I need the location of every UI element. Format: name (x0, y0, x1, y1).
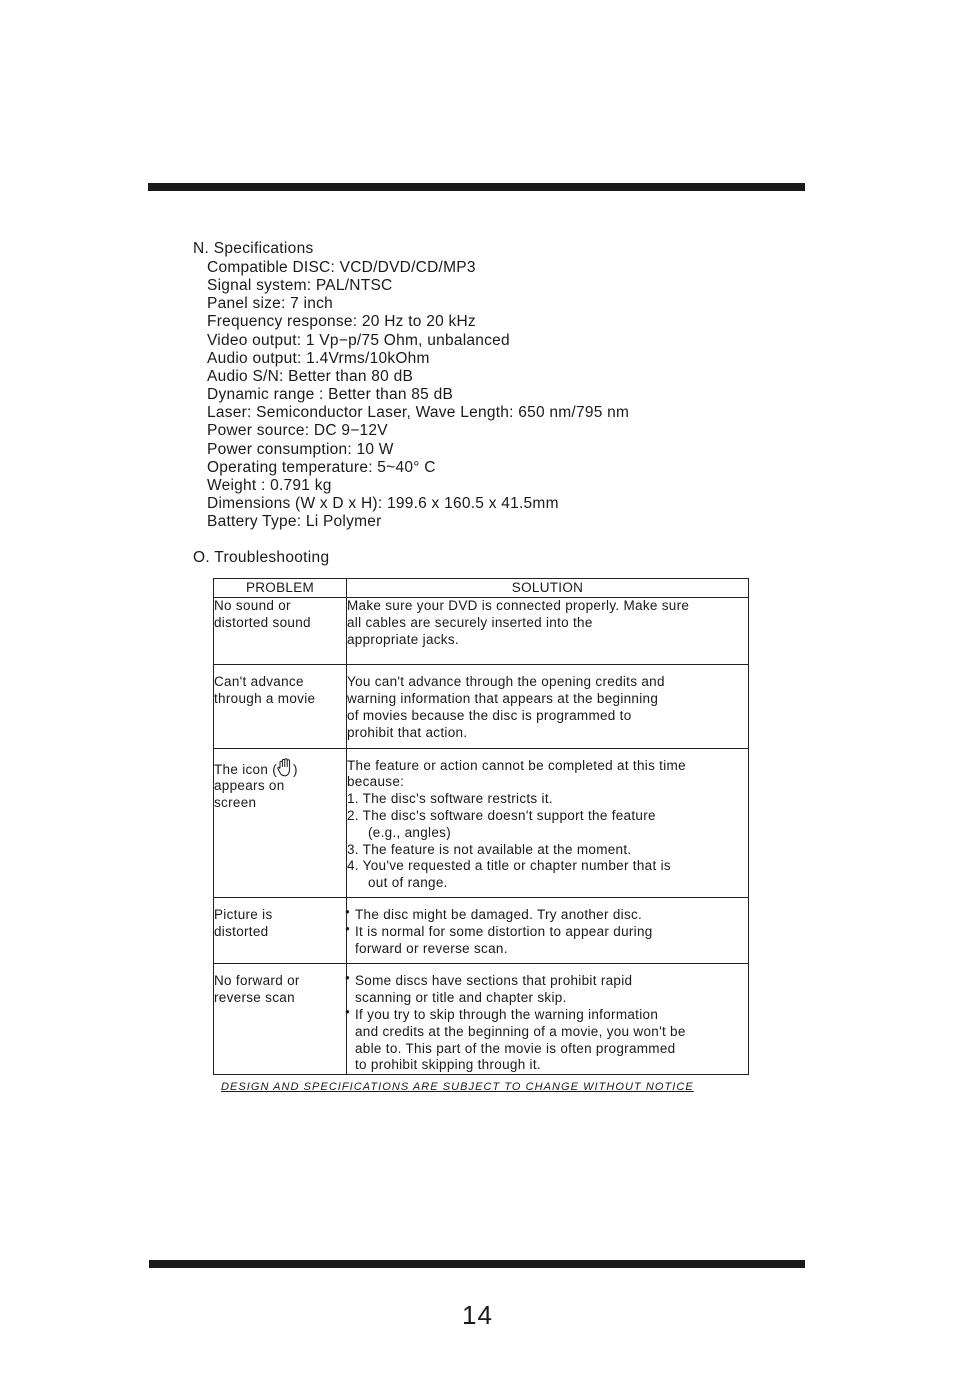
change-notice: DESIGN AND SPECIFICATIONS ARE SUBJECT TO CHANGE WITHOUT NOTICE (221, 1081, 694, 1093)
solution-cell (347, 897, 749, 963)
spec-item: Operating temperature: 5~40° C (207, 458, 436, 476)
bullet-item: ● Some discs have sections that prohibit rapid (347, 973, 748, 990)
solution-text: 1. The disc's software restricts it. (347, 791, 553, 807)
bullet-item: ● If you try to skip through the warning information (347, 1007, 748, 1024)
problem-text: No forward or (214, 973, 300, 989)
problem-text: The icon ( ) (214, 758, 346, 779)
spec-item: Laser: Semiconductor Laser, Wave Length: 650 nm/795 nm (207, 404, 630, 422)
table-row (214, 748, 749, 897)
problem-text: appears on (214, 778, 285, 794)
table-row (214, 598, 749, 665)
bullet-continuation: to prohibit skipping through it. (355, 1057, 541, 1073)
solution-text: 4. You've requested a title or chapter number that is (347, 858, 671, 874)
spec-item: Power consumption: 10 W (207, 440, 394, 458)
problem-text: distorted sound (214, 614, 311, 630)
spec-item: Audio output: 1.4Vrms/10kOhm (207, 349, 430, 367)
problem-cell (214, 598, 347, 665)
problem-text: distorted (214, 923, 269, 939)
problem-text: through a movie (214, 691, 316, 707)
problem-cell (214, 964, 347, 1075)
bullet-continuation: and credits at the beginning of a movie, you won't be (355, 1023, 686, 1039)
spec-item: Compatible DISC: VCD/DVD/CD/MP3 (207, 259, 476, 276)
bottom-rule (149, 1260, 805, 1268)
solution-text: appropriate jacks. (347, 631, 459, 647)
solution-text: Make sure your DVD is connected properly. Make sure (347, 598, 690, 613)
page-number: 14 (462, 1300, 493, 1330)
solution-cell (347, 748, 749, 897)
solution-column-header: SOLUTION (347, 579, 749, 598)
spec-item: Battery Type: Li Polymer (207, 513, 382, 531)
solution-text: out of range. (368, 875, 448, 891)
spec-item: Panel size: 7 inch (207, 295, 333, 313)
specifications-heading: N. Specifications (193, 240, 314, 257)
table-row (214, 897, 749, 963)
problem-cell (214, 665, 347, 748)
problem-text: Can't advance (214, 674, 304, 690)
bullet-continuation: scanning or title and chapter skip. (355, 990, 567, 1006)
problem-column-header: PROBLEM (214, 579, 347, 598)
solution-text: (e.g., angles) (368, 824, 451, 840)
bullet-item: ● It is normal for some distortion to appear during (347, 924, 748, 941)
solution-text: 2. The disc's software doesn't support the feature (347, 807, 656, 823)
bullet-continuation: able to. This part of the movie is often programmed (355, 1040, 676, 1056)
solution-cell (347, 964, 749, 1075)
solution-cell (347, 598, 749, 665)
spec-item: Signal system: PAL/NTSC (207, 277, 393, 295)
spec-item: Video output: 1 Vp−p/75 Ohm, unbalanced (207, 331, 510, 349)
troubleshooting-heading: O. Troubleshooting (193, 549, 330, 566)
hand-icon (277, 758, 293, 777)
specifications-list (207, 259, 629, 531)
problem-cell (214, 748, 347, 897)
solution-text: The feature or action cannot be completed at this time (347, 757, 686, 773)
spec-item: Weight : 0.791 kg (207, 476, 332, 494)
table-row (214, 964, 749, 1075)
solution-text: of movies because the disc is programmed to (347, 707, 632, 723)
spec-item: Dynamic range : Better than 85 dB (207, 386, 454, 404)
bullet-item: ● The disc might be damaged. Try another disc. (347, 907, 748, 924)
bullet-continuation: forward or reverse scan. (355, 940, 508, 956)
solution-text: warning information that appears at the beginning (347, 691, 659, 707)
solution-text: all cables are securely inserted into the (347, 614, 593, 630)
solution-text: You can't advance through the opening credits and (347, 674, 665, 690)
spec-item: Power source: DC 9−12V (207, 422, 388, 440)
spec-item: Frequency response: 20 Hz to 20 kHz (207, 313, 476, 331)
solution-text: 3. The feature is not available at the moment. (347, 841, 632, 857)
table-row (214, 665, 749, 748)
problem-text: Picture is (214, 906, 273, 922)
solution-cell (347, 665, 749, 748)
problem-text: reverse scan (214, 990, 295, 1006)
problem-text: No sound or (214, 598, 291, 613)
troubleshooting-table (213, 578, 749, 1075)
solution-text: because: (347, 774, 405, 790)
problem-text: screen (214, 795, 257, 811)
table-header-row (214, 579, 749, 598)
solution-text: prohibit that action. (347, 724, 468, 740)
spec-item: Audio S/N: Better than 80 dB (207, 367, 414, 385)
problem-cell (214, 897, 347, 963)
top-rule (148, 183, 805, 191)
spec-item: Dimensions (W x D x H): 199.6 x 160.5 x 41.5mm (207, 495, 559, 513)
